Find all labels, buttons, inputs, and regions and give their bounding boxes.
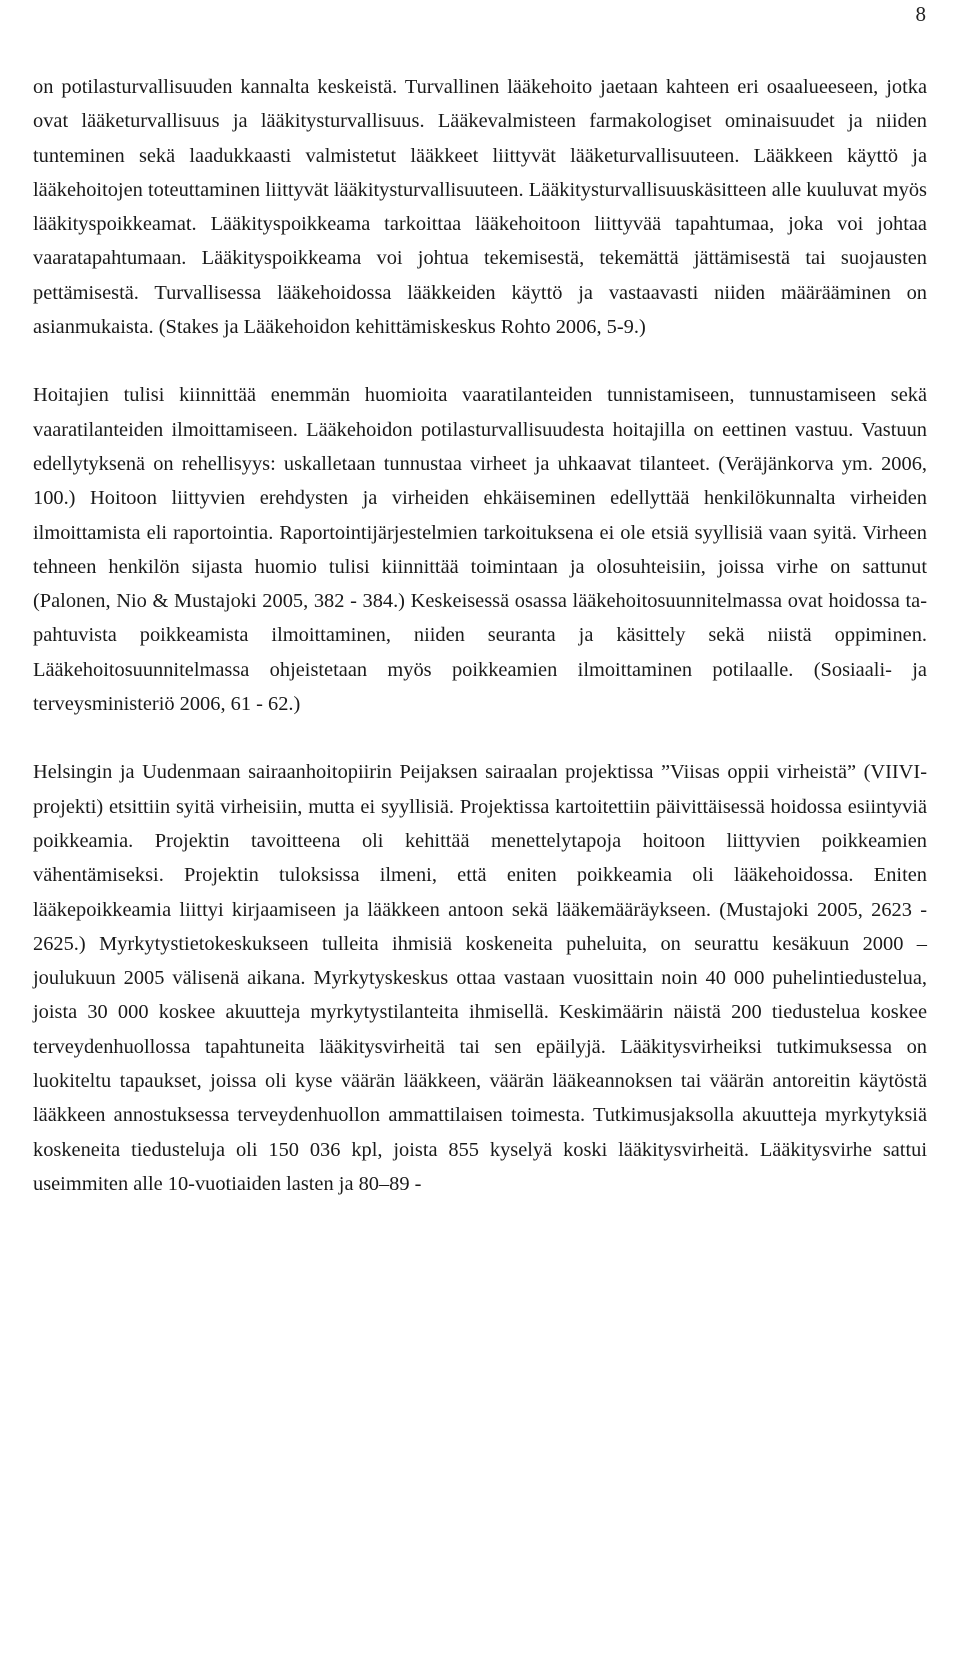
paragraph-3: Helsingin ja Uudenmaan sairaanhoitopiirin Peijaksen sairaalan projektissa ”Viisas oppii virheistä” (VIIVI-projekti) etsittiin syitä virheisiin, mutta ei syyllisiä. Projektissa kartoitettiin päivittäisessä hoidossa esiintyviä poikkeamia. Projektin tavoitteena oli kehittää menettelytapoja hoitoon liittyvien poikkeamien vähentämiseksi. Projektin tuloksissa ilmeni, että eniten poikkeamia oli lääkehoidossa. Eniten lääkepoikkeamia liittyi kirjaamiseen ja lääkkeen antoon sekä lääkemääräykseen. (Mustajoki 2005, 2623 - 2625.) Myrkytystietokeskukseen tulleita ihmisiä koskeneita puheluita, on seurattu kesäkuun 2000 – joulukuun 2005 välisenä aikana. Myrkytyskeskus ottaa vastaan vuosittain noin 40 000 puhelintiedustelua, joista 30 000 koskee akuutteja myrkytystilanteita ihmisellä. Keskimäärin näistä 200 tiedustelua koskee terveydenhuollossa tapahtuneita lääkitysvirheitä tai sen epäilyjä. Lääkitysvirheiksi tutkimuksessa on luokiteltu tapaukset, joissa oli kyse väärän lääkkeen, väärän lääkeannoksen tai väärän antoreitin käytöstä lääkkeen annostuksessa terveydenhuollon ammattilaisen toimesta. Tutkimusjaksolla akuutteja myrkytyksiä koskeneita tiedusteluja oli 150 036 kpl, joista 855 kyselyä koski lääkitysvirheitä. Lääkitysvirhe sattui useimmiten alle 10-vuotiaiden lasten ja 80–89 - xyxy=(33,761,927,1195)
body-text xyxy=(33,70,927,1201)
paragraph-2: Hoitajien tulisi kiinnittää enemmän huomioita vaaratilanteiden tunnistamiseen, tunnustamiseen sekä vaaratilanteiden ilmoittamiseen. Lääkehoidon potilasturvallisuudesta hoitajilla on eettinen vastuu. Vastuun edellytyksenä on rehellisyys: uskalletaan tunnustaa virheet ja uhkaavat tilanteet. (Veräjänkorva ym. 2006, 100.) Hoitoon liittyvien erehdysten ja virheiden ehkäiseminen edellyttää henkilökunnalta virheiden ilmoittamista eli raportointia. Raportointijärjestelmien tarkoituksena ei ole etsiä syyllisiä vaan syitä. Virheen tehneen henkilön sijasta huomio tulisi kiinnittää toimintaan ja olosuhteisiin, joissa virhe on sattunut (Palonen, Nio & Mustajoki 2005, 382 - 384.) Keskeisessä osassa lääkehoitosuunnitelmassa ovat hoidossa tapahtuvista poikkeamista ilmoittaminen, niiden seuranta ja käsittely sekä niistä oppiminen. Lääkehoitosuunnitelmassa ohjeistetaan myös poikkeamien ilmoittaminen potilaalle. (Sosiaali- ja terveysministeriö 2006, 61 - 62.) xyxy=(33,384,927,716)
page-number: 8 xyxy=(915,2,926,26)
paragraph-1: on potilasturvallisuuden kannalta keskeistä. Turvallinen lääkehoito jaetaan kahteen eri osaalueeseen, jotka ovat lääketurvallisuus ja lääkitysturvallisuus. Lääkevalmisteen farmakologiset ominaisuudet ja niiden tunteminen sekä laadukkaasti valmistetut lääkkeet liittyvät lääketurvallisuuteen. Lääkkeen käyttö ja lääkehoitojen toteuttaminen liittyvät lääkitysturvallisuuteen. Lääkitysturvallisuuskäsitteen alle kuuluvat myös lääkityspoikkeamat. Lääkityspoikkeama tarkoittaa lääkehoitoon liittyvää tapahtumaa, joka voi johtaa vaaratapahtumaan. Lääkityspoikkeama voi johtua tekemisestä, tekemättä jättämisestä tai suojausten pettämisestä. Turvallisessa lääkehoidossa lääkkeiden käyttö ja vastaavasti niiden määrääminen on asianmukaista. (Stakes ja Lääkehoidon kehittämiskeskus Rohto 2006, 5-9.) xyxy=(33,76,927,339)
